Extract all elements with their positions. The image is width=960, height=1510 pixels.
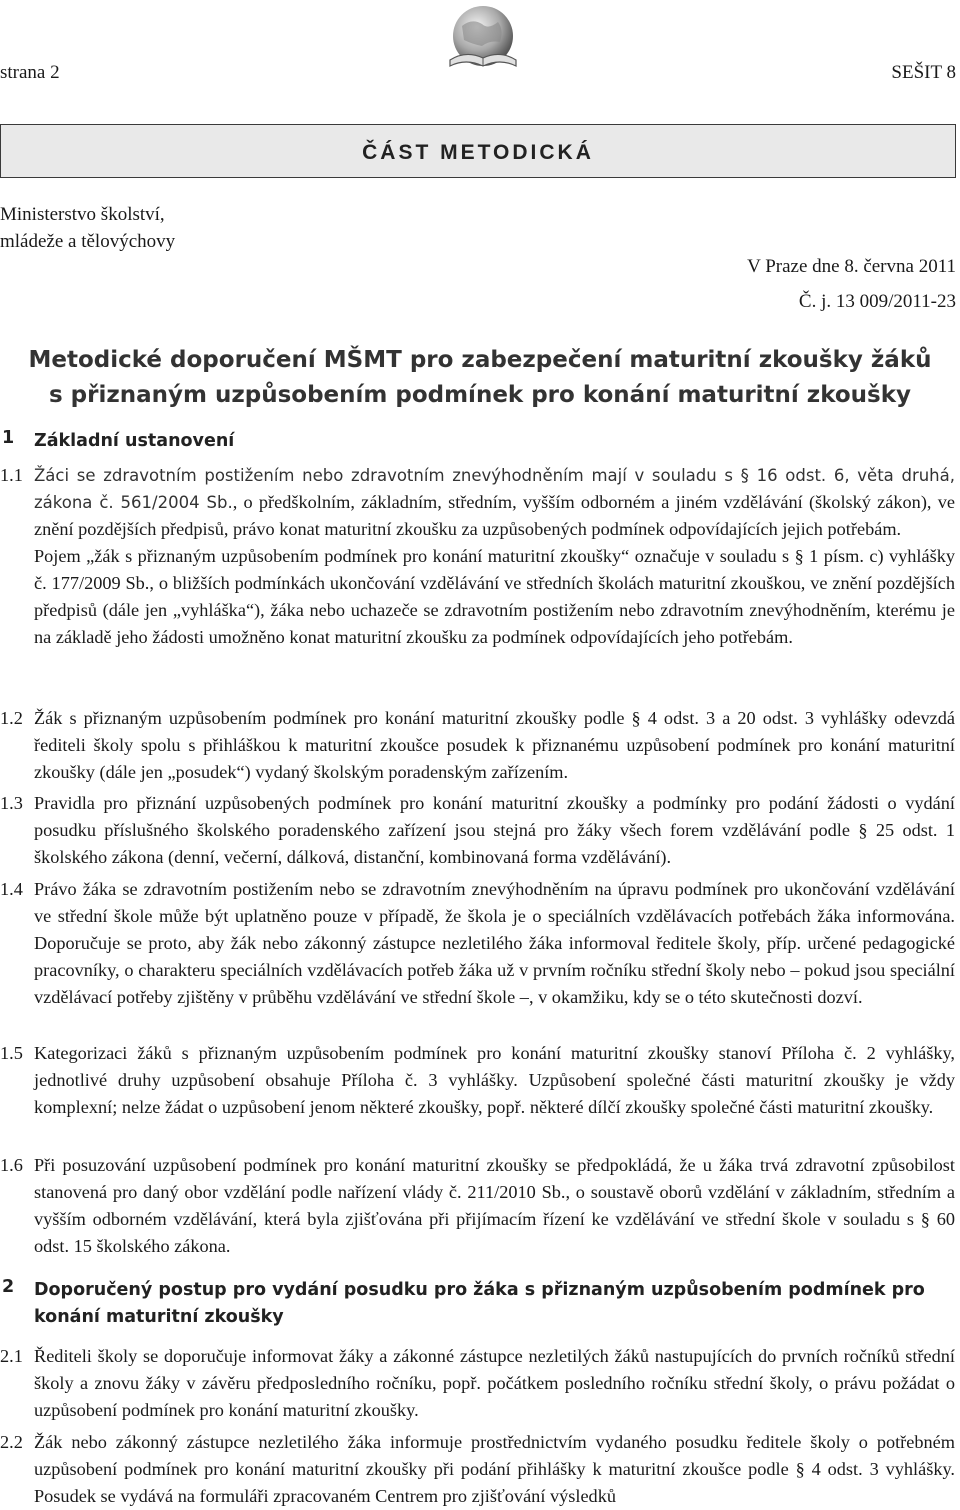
section-number: 2 [2,1277,15,1297]
section-1-heading [0,428,958,455]
section-title: Základní ustanovení [34,431,235,451]
paragraph-text: Žák nebo zákonný zástupce nezletilého žáka informuje prostřednictvím vydaného posudku ředitele školy o potřebném uzpůsobení podmínek pro konání maturitní zkoušky při podání přihlášky k maturitní zkoušce podle § 4 odst. 3 vyhlášky. Posudek se vydává na formuláři zpracovaném Centrem pro zjišťování výsledků [34,1432,955,1506]
paragraph-text-2: Pojem „žák s přiznaným uzpůsobením podmínek pro konání maturitní zkoušky“ označuje v souladu s § 1 písm. c) vyhlášky č. 177/2009 Sb., o bližších podmínkách ukončování vzdělávání ve středních školách maturitní zkouškou, ve znění pozdějších předpisů (dále jen „vyhláška“), žáka nebo uchazeče se zdravotním postižením nebo zdravotním znevýhodněním, kterému je na základě jeho žádosti umožněno konat maturitní zkoušku za podmínek odpovídajících jeho potřebám. [34,546,955,647]
sender-line-1: Ministerstvo školství, [0,204,165,225]
paragraph-number: 1.3 [0,793,23,813]
sender-line-2: mládeže a tělovýchovy [0,231,176,252]
paragraph-text: Pravidla pro přiznání uzpůsobených podmínek pro konání maturitní zkoušky a podmínky pro podání žádosti o vydání posudku příslušného školského poradenského zařízení jsou stejná pro žáky všech forem vzdělávání podle § 25 odst. 1 školského zákona (denní, večerní, dálková, distanční, kombinovaná forma vzdělávání). [34,793,955,867]
paragraph-1-3 [0,790,955,871]
paragraph-lead: Žáci se zdravotním postižením nebo zdravotním znevýhodněním mají v souladu s § 16 odst. 6, věta druhá, zákona č. 561/2004 Sb. [34,466,955,512]
paragraph-number: 1.4 [0,879,23,899]
section-title: Doporučený postup pro vydání posudku pro žáka s přiznaným uzpůsobením podmínek pro konání maturitní zkoušky [34,1280,925,1327]
paragraph-text: Žák s přiznaným uzpůsobením podmínek pro konání maturitní zkoušky podle § 4 odst. 3 a 20 odst. 3 vyhlášky odevzdá řediteli školy spolu s přihláškou k maturitní zkoušce posudek k přiznanému uzpůsobení podmínek pro konání maturitní zkoušky (dále jen „posudek“) vydaný školským poradenským zařízením. [34,708,955,782]
paragraph-number: 1.5 [0,1043,23,1063]
reference-number: Č. j. 13 009/2011-23 [798,291,956,312]
paragraph-number: 2.2 [0,1432,23,1452]
paragraph-1-4 [0,876,955,1011]
paragraph-number: 1.1 [0,465,23,485]
paragraph-1-1 [0,462,955,651]
paragraph-number: 2.1 [0,1346,23,1366]
issue-label: SEŠIT 8 [891,62,956,83]
paragraph-number: 1.2 [0,708,23,728]
globe-book-logo [442,0,524,82]
paragraph-1-5 [0,1040,955,1121]
section-banner [0,124,956,178]
title-line-2: s přiznaným uzpůsobením podmínek pro konání maturitní zkoušky [48,382,912,408]
section-2-heading [0,1277,958,1331]
paragraph-2-1 [0,1343,955,1424]
paragraph-text: Právo žáka se zdravotním postižením nebo se zdravotním znevýhodněním na úpravu podmínek pro ukončování vzdělávání ve střední škole může být uplatněno pouze v případě, že škola je o speciálních vzdělávacích potřebách žáka informována. Doporučuje se proto, aby žák nebo zákonný zástupce nezletilého žáka informoval ředitele školy, příp. určené pedagogické pracovníky, o charakteru speciálních vzdělávacích potřeb žáka už v prvním ročníku střední školy nebo – pokud jsou speciální vzdělávací potřeby zjištěny v průběhu vzdělávání ve střední škole –, v okamžiku, kdy se o této skutečnosti dozví. [34,879,955,1007]
paragraph-1-2 [0,705,955,786]
sender-block [0,201,300,255]
paragraph-number: 1.6 [0,1155,23,1175]
paragraph-2-2 [0,1429,955,1510]
paragraph-text: Řediteli školy se doporučuje informovat žáky a zákonné zástupce nezletilých žáků nastupujících do prvních ročníků střední školy a znovu žáky v závěru předposledního ročníku, popř. počátkem posledního ročníku střední školy, o právu požádat o uzpůsobení podmínek pro konání maturitní zkoušky. [34,1346,955,1420]
section-number: 1 [2,428,15,448]
paragraph-text: , o předškolním, základním, středním, vyšším odborném a jiném vzdělávání (školský zákon), ve znění pozdějších předpisů, právo konat maturitní zkoušku za uzpůsobených podmínek odpovídajících jejich potřebám. [34,492,955,539]
paragraph-text: Kategorizaci žáků s přiznaným uzpůsobením podmínek pro konání maturitní zkoušky stanoví Příloha č. 2 vyhlášky, jednotlivé druhy uzpůsobení obsahuje Příloha č. 3 vyhlášky. Uzpůsobení společné části maturitní zkoušky je vždy komplexní; nelze žádat o uzpůsobení jenom některé zkoušky, popř. některé dílčí zkoušky společné části maturitní zkoušky. [34,1043,955,1117]
paragraph-text: Při posuzování uzpůsobení podmínek pro konání maturitní zkoušky se předpokládá, že u žáka trvá zdravotní způsobilost stanovená pro daný obor vzdělání podle nařízení vlády č. 211/2010 Sb., o soustavě oborů vzdělání v základním, středním a vyšším odborném vzdělávání, která byla zjišťována při přijímacím řízení ke vzdělávání ve střední škole v souladu s § 60 odst. 15 školského zákona. [34,1155,955,1256]
title-line-1: Metodické doporučení MŠMT pro zabezpečení maturitní zkoušky žáků [28,347,932,373]
page-number: strana 2 [0,62,60,83]
document-title [0,343,960,413]
paragraph-1-6 [0,1152,955,1260]
banner-title: ČÁST METODICKÁ [362,141,594,164]
document-date: V Praze dne 8. června 2011 [747,256,956,277]
